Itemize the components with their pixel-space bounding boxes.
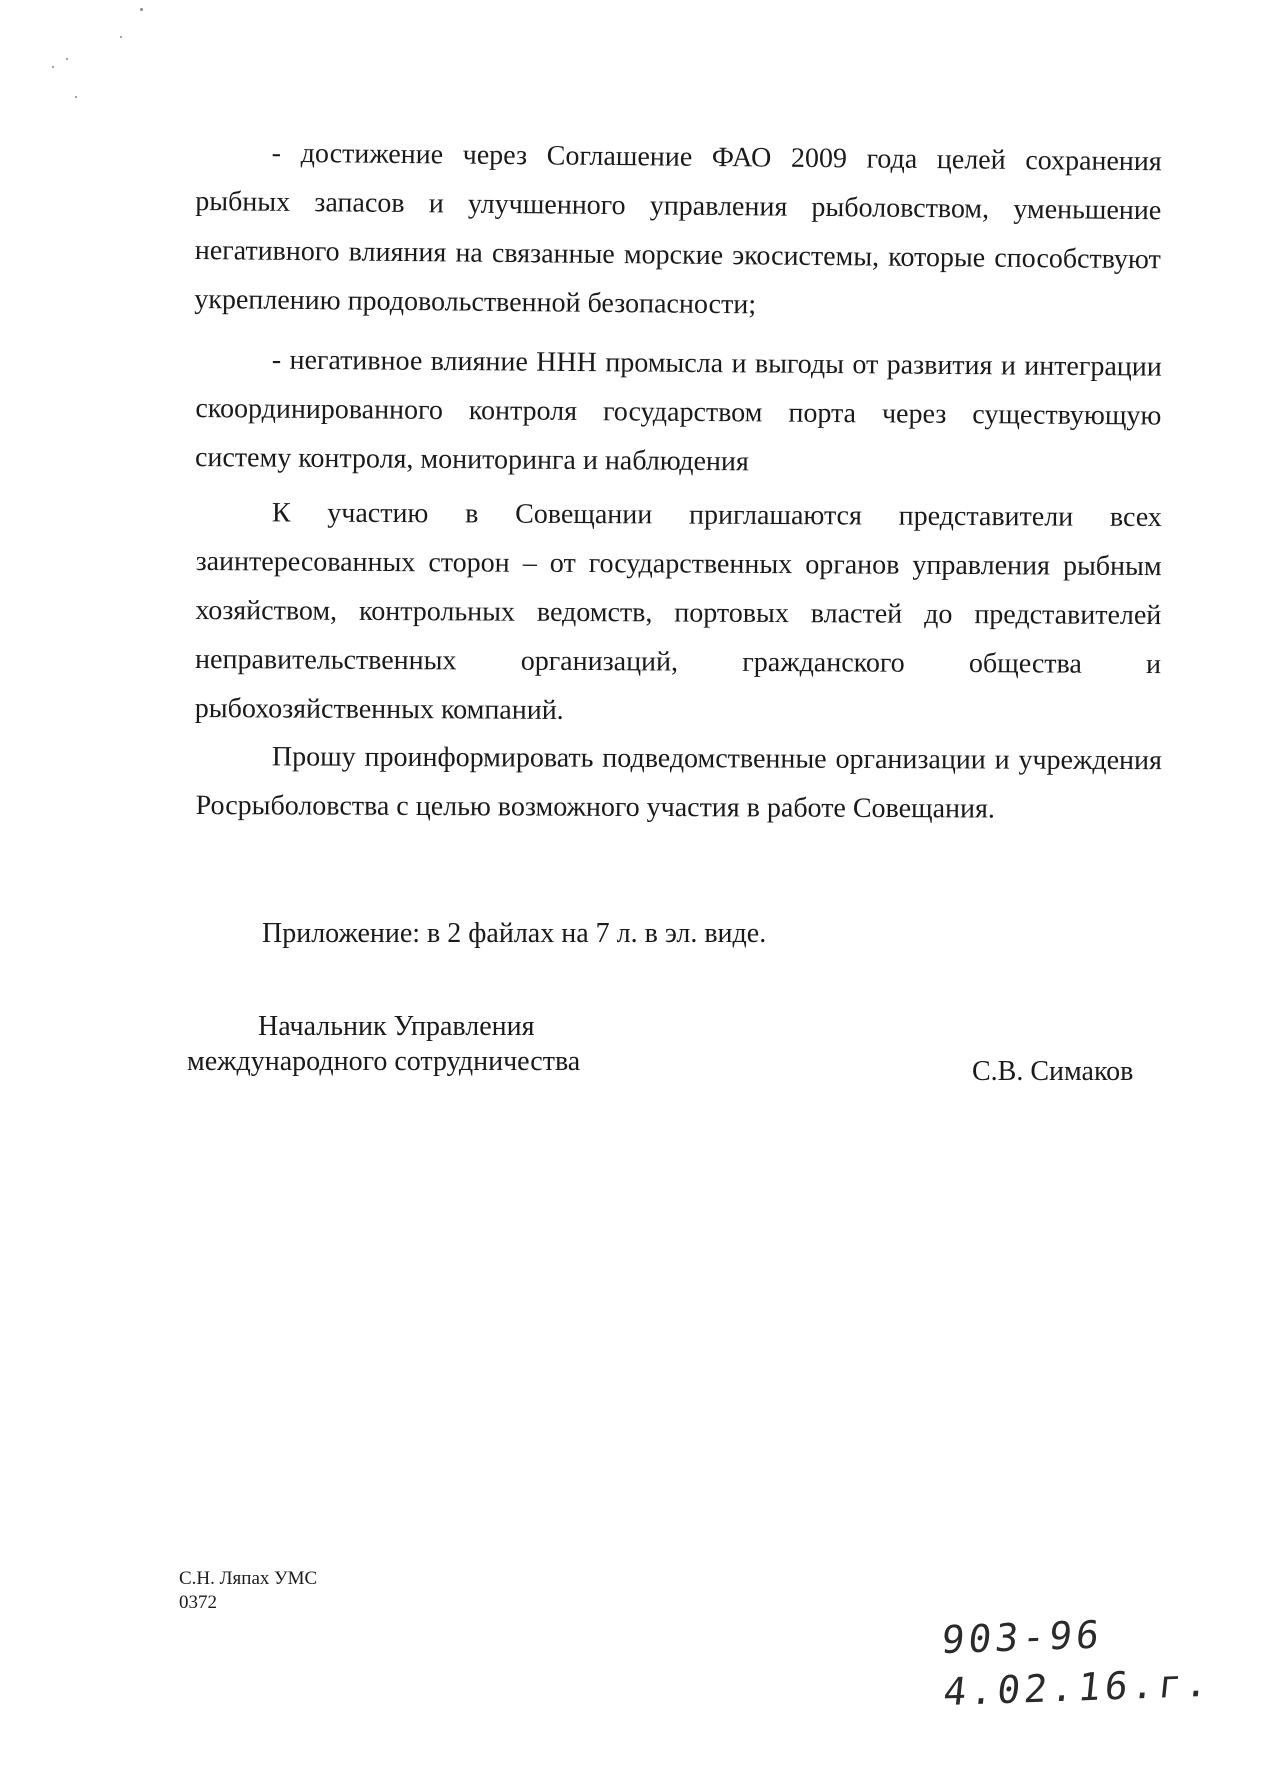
executor-name: С.Н. Ляпах УМС bbox=[179, 1568, 318, 1589]
handwritten-registration-number: 903-96 bbox=[939, 1612, 1106, 1663]
signer-title-line-2: международного сотрудничества bbox=[187, 1046, 581, 1077]
paragraph-invitation: К участию в Совещании приглашаются представители всех заинтересованных сторон – от государственных органов управления рыбным хозяйством, контрольных ведомств, портовых властей до представителей неправительственных организаций, гражданского общества и рыбохозяйственных компаний. bbox=[194, 497, 1162, 726]
scan-speck bbox=[120, 36, 122, 38]
scan-speck bbox=[140, 8, 143, 11]
paragraph-request: Прошу проинформировать подведомственные организации и учреждения Росрыболовства с целью возможного участия в работе Совещания. bbox=[195, 741, 1162, 825]
paragraph-iuu-impact: - негативное влияние ННН промысла и выгоды от развития и интеграции скоординированного контроля государством порта через существующую систему контроля, мониторинга и наблюдения bbox=[194, 344, 1162, 478]
signer-name: С.В. Симаков bbox=[972, 1056, 1134, 1087]
signer-title-line-1: Начальник Управления bbox=[258, 1011, 535, 1042]
handwritten-registration-date: 4.02.16.г. bbox=[941, 1660, 1215, 1715]
executor-phone: 0372 bbox=[179, 1592, 217, 1613]
scan-speck bbox=[52, 66, 54, 68]
appendix-note: Приложение: в 2 файлах на 7 л. в эл. виде. bbox=[262, 918, 767, 949]
scan-speck bbox=[66, 58, 68, 60]
paragraph-fao-goals: - достижение через Соглашение ФАО 2009 года целей сохранения рыбных запасов и улучшенного управления рыболовством, уменьшение негативного влияния на связанные морские экосистемы, которые способствуют укреплению продовольственной безопасности; bbox=[194, 137, 1162, 321]
scan-speck bbox=[75, 96, 77, 98]
